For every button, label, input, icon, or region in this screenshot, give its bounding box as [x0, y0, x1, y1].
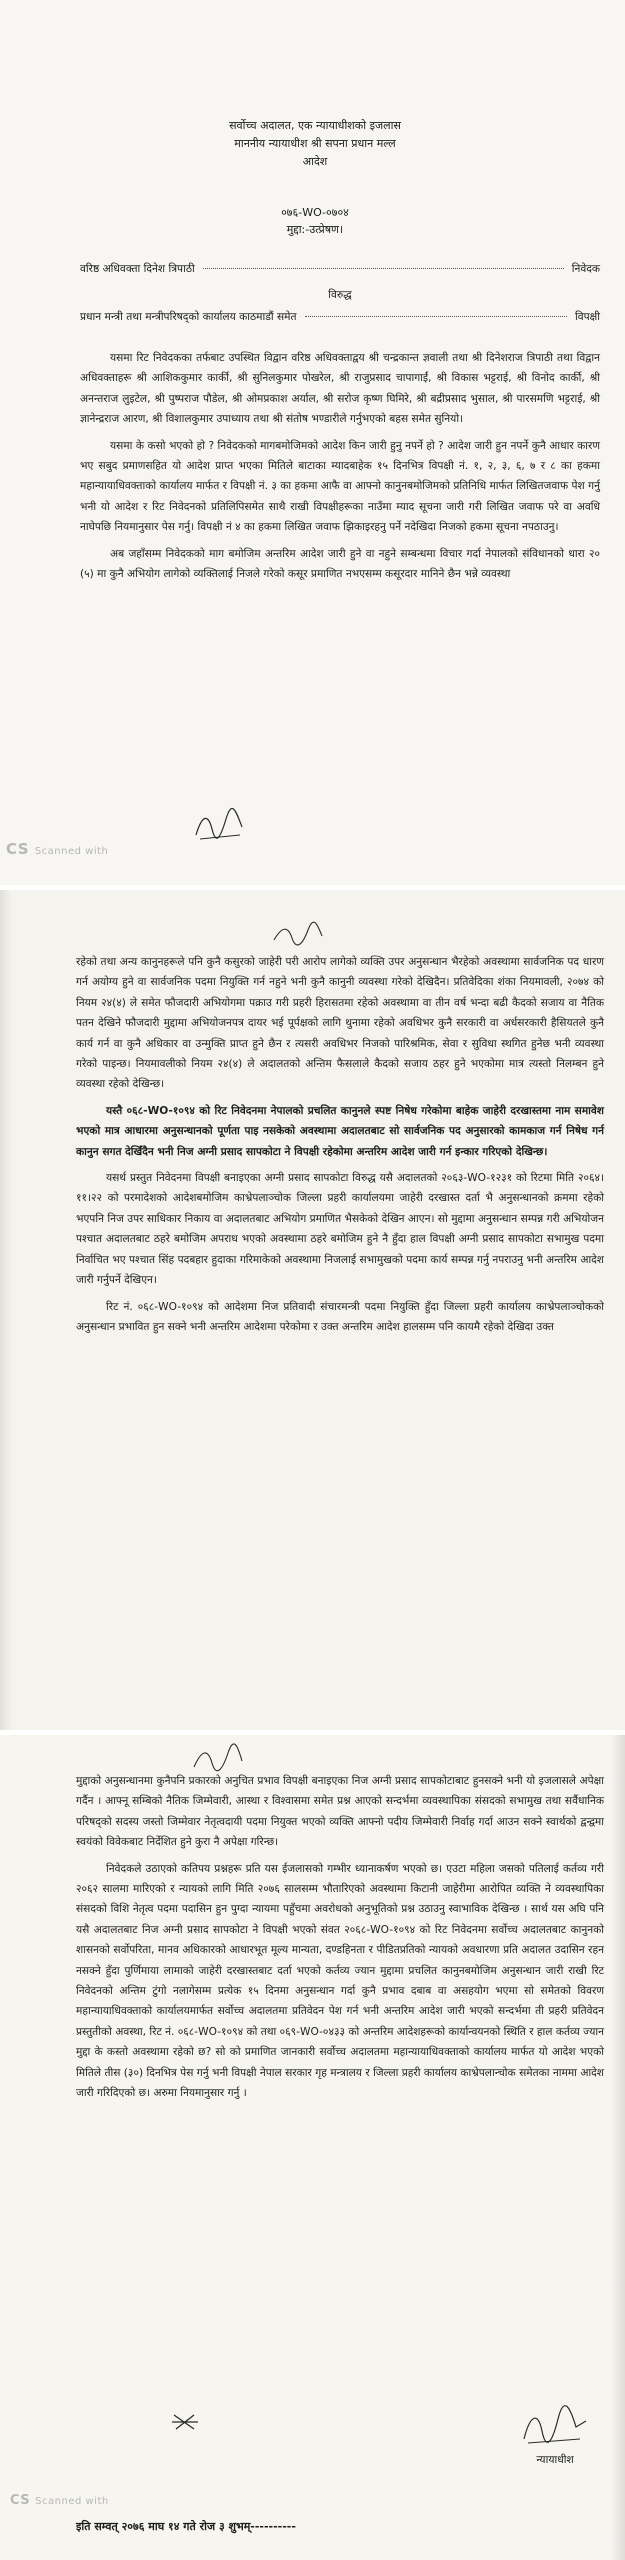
initials-signature [188, 1741, 248, 1775]
document-page-3 [0, 1735, 625, 2560]
paragraph: अब जहाँसम्म निवेदकको माग बमोजिम अन्तरिम आदेश जारी हुने वा नहुने सम्बन्धमा विचार गर्दा नेपालको संविधानको धारा २० (५) मा कुनै अभियोग लागेको व्यक्तिलाई निजले गरेको कसूर प्रमाणित नभएसम्म कसूरदार मानिने छैन भन्ने व्यवस्था [80, 547, 600, 581]
judge-name: माननीय न्यायाधीश श्री सपना प्रधान मल्ल [234, 137, 396, 150]
document-page-1 [0, 0, 625, 885]
judge-signature [520, 2403, 590, 2447]
petitioner-row [80, 262, 600, 276]
respondent-row [80, 310, 600, 324]
order-word: आदेश [302, 155, 328, 168]
paragraph-emphasis: यस्तै ०६८-WO-१०९४ को रिट निवेदनमा नेपालको प्रचलित कानुनले स्पष्ट निषेध गरेकोमा बाहेक जाहेरी दरखास्तमा नाम समावेश भएको मात्र आधारमा अनुसन्धानको पूर्णता पाइ नसकेको अवस्थामा अदालतबाट सो सार्वजनिक पद अनुसारको कामकाज गर्न निषेध गर्न कानुन सगत देखिँदैन भनी निज अग्नी प्रसाद सापकोटा ने विपक्षी रहेकोमा अन्तरिम आदेश जारी गर्न इन्कार गरिएको देखिन्छ। [76, 1104, 604, 1158]
initials-signature [190, 805, 250, 845]
respondent-name: प्रधान मन्त्री तथा मन्त्रीपरिषद्को कार्यालय काठमाडौं समेत [80, 311, 297, 323]
petitioner-role: निवेदक [571, 263, 600, 275]
page-edge-shadow [611, 1735, 625, 2560]
paragraph: यसमा के कसो भएको हो ? निवेदकको मागबमोजिमको आदेश किन जारी हुनु नपर्ने हो ? आदेश जारी हुन नपर्ने कुनै आधार कारण भए सबुद प्रमाणसहित यो आदेश प्राप्त भएका मितिले बाटाका म्यादबाहेक १५ दिनभित्र विपक्षी नं. १, २, ३, ६, ७ र ८ का हकमा महान्यायाधिवक्ताको कार्यालय मार्फत र विपक्षी नं. ३ का हकमा आफै वा आफ्नो कानुनबमोजिमको प्रतिनिधि मार्फत लिखितजवाफ पेश गर्नु भनी यो आदेश र रिट निवेदनको प्रतिलिपिसमेत साथै राखी विपक्षीहरूका नाउँमा म्याद सूचना जारी गरी लिखित जवाफ परे वा अवधि नाघेपछि नियमानुसार पेस गर्नु। विपक्षी नं ४ का हकमा लिखित जवाफ झिकाइरहनु पर्ने नदेखिदा निजको हकमा सूचना नपठाउनु। [80, 439, 600, 534]
page-2-body [76, 952, 604, 1337]
paragraph: रिट नं. ०६८-WO-१०९४ को आदेशमा निज प्रतिवादी संचारमन्त्री पदमा नियुक्ति हुँदा जिल्ला प्रहरी कार्यालय काभ्रेपलाञ्चोकको अनुसन्धान प्रभावित हुन सक्ने भनी अन्तरिम आदेशमा परेकोमा र उक्त अन्तरिम आदेश हालसम्म पनि कायमै रहेको देखिदा उक्त [76, 1300, 604, 1333]
judge-signature-block [500, 2403, 610, 2467]
paragraph: निवेदकले उठाएको कतिपय प्रश्नहरू प्रति यस ईजलासको गम्भीर ध्यानाकर्षण भएको छ। एउटा महिला जसको पतिलाई कर्तव्य गरी २०६२ सालमा मारिएको र न्यायको लागि मिति २०७६ सालसम्म भौतारिएको अवस्थामा किटानी जाहेरीमा आरोपित व्यक्ति ने व्यवस्थापिका संसदको विशि नेतृत्व पदमा पदासिन हुन पुग्दा न्यायमा पहुँचमा अवरोधको अनुभूतिको प्रश्न उठाउनु स्वाभाविक देखिन्छ । सार्थ यस अघि पनि यसै अदालतबाट निज अग्नी प्रसाद सापकोटा ने विपक्षी भएको संवत २०६८-WO-१०९४ को रिट निवेदनमा सर्वोच्च अदालतबाट कानुनको शासनको सर्वोपरिता, मानव अधिकारको आधारभूत मूल्य मान्यता, दण्डहिनता र पीडितप्रतिको न्यायको अवधारणा प्रति अदालत उदासिन रहन नसक्ने हुँदा पुर्णिमाया लामाको जाहेरी दरखास्तबाट दर्ता भएको कर्तव्य ज्यान मुद्दामा प्रचलित कानुनबमोजिम अनुसन्धान जारी राखी रिट निवेदनको अन्तिम टुंगो नलागेसम्म प्रत्येक १५ दिनमा अनुसन्धान गर्दा कुनै प्रभाव दबाब वा असहयोग भएमा सो समेतको विवरण महान्यायाधिवक्ताको कार्यालयमार्फत सर्वोच्च अदालतमा प्रतिवेदन पेश गर्न भनी अन्तरिम आदेश जारी भएको सन्दर्भमा ती प्रहरी प्रतिवेदन प्रस्तुतीको अवस्था, रिट नं. ०६८-WO-१०९४ को तथा ०६९-WO-०४३३ को अन्तरिम आदेशहरूको कार्यान्वयनको स्थिति र हाल कर्तव्य ज्यान मुद्दा के कस्तो अवस्थामा रहेको छ? सो को प्रमाणित जानकारी सर्वोच्च अदालतमा महान्यायाधिवक्ताको कार्यालय मार्फत यो आदेश भएको मितिले तीस (३०) दिनभित्र पेस गर्नु भनी विपक्षी नेपाल सरकार गृह मन्त्रालय र जिल्ला प्रहरी कार्यालय काभ्रेपलान्चोक समेतका नाममा आदेश जारी गरिदिएको छ। अरुमा नियमानुसार गर्नु । [76, 1862, 604, 2100]
case-number: ०७६-WO-०७०४ [281, 206, 349, 219]
paragraph: मुद्दाको अनुसन्धानमा कुनैपनि प्रकारको अनुचित प्रभाव विपक्षी बनाइएका निज अग्नी प्रसाद सापकोटाबाट हुनसक्ने भनी यो इजलासले अपेक्षा गर्दैन । आफ्नू सम्बिको नैतिक जिम्मेवारी, आस्था र विश्वासमा समेत प्रश्न आएको सन्दर्भमा व्यवस्थापिका संसदको सभामुख तथा सर्वैधानिक परिषद्को सदस्य जस्तो जिम्मेवार नेतृत्वदायी पदमा नियुक्त भएको व्यक्ति आफ्नो पदीय जिम्मेवारी निर्वाह गर्दा आउन सक्ने स्वार्थको द्वन्द्वमा स्वयंको विवेकबाट निर्देशित हुने कुरा नै अपेक्षा गरिन्छ। [76, 1775, 604, 1849]
cross-mark [168, 2409, 202, 2435]
respondent-role: विपक्षी [575, 311, 600, 323]
versus-label: विरुद्ध [328, 289, 352, 301]
paragraph: यसमा रिट निवेदकका तर्फबाट उपस्थित विद्वान वरिष्ठ अधिवक्ताद्वय श्री चन्द्रकान्त ज्ञवाली तथा श्री दिनेशराज त्रिपाठी तथा विद्वान अधिवक्ताहरू श्री आशिककुमार कार्की, श्री सुनिलकुमार पोखरेल, श्री राजुप्रसाद चापागाईं, श्री विकास भट्टराई, श्री विनोद कार्की, श्री अनन्तराज लुइटेल, श्री पुष्पराज पौडेल, श्री ओमप्रकाश अर्याल, श्री सरोज कृष्ण घिमिरे, श्री बद्रीप्रसाद भुसाल, श्री पारसमणि भट्टराई, श्री ज्ञानेन्द्रराज आरण, श्री विशालकुमार उपाध्याय तथा श्री संतोष भण्डारीले गर्नुभएको बहस समेत सुनियो। [80, 352, 600, 426]
court-name: सर्वोच्च अदालत, एक न्यायाधीशको इजलास [229, 119, 401, 132]
scanner-watermark: CS Scanned with [6, 840, 109, 858]
paragraph: रहेको तथा अन्य कानुनहरूले पनि कुनै कसुरको जाहेरी परी आरोप लागेको व्यक्ति उपर अनुसन्धान भैरहेको अवस्थामा सार्वजनिक पद धारण गर्न अयोग्य हुने वा सार्वजनिक पदमा नियुक्ति गर्न नहुने भनी कुनै कानुनी व्यवस्था गरेको देखिदैन। प्रतिवेदिका शंका नियमावली, २०७४ को नियम २४(४) ले समेत फौजदारी अभियोगमा पक्राउ गरी प्रहरी हिरासतमा रहेको अवस्थामा वा तीन वर्ष भन्दा बढी कैदको सजाय वा नैतिक पतन देखिने फौजदारी मुद्दामा अभियोजनपत्र दायर भई पूर्पक्षको लागि थुनामा रहेको अवधिभर कुनै सरकारी वा अर्धसरकारी हैसियतले कुनै कार्य गर्न वा कुनै अधिकार वा उन्मुक्ति प्राप्त हुने छैन र त्यसरी अवधिभर निजको पारिश्रमिक, सेवा र सुविधा स्थगित हुनेछ भनी व्यवस्था गरेको पाइन्छ। नियमावलीको नियम २४(४) ले अदालतको अन्तिम फैसलाले कैदको सजाय ठहर हुने भएकोमा मात्र त्यस्तो निलम्बन हुने व्यवस्था रहेको देखिन्छ। [76, 956, 604, 1091]
scanner-watermark: CS Scanned with [10, 2493, 109, 2508]
petitioner-name: वरिष्ठ अधिवक्ता दिनेश त्रिपाठी [80, 263, 195, 275]
date-line: इति सम्वत् २०७६ माघ १४ गते रोज ३ शुभम्---------- [76, 2520, 296, 2533]
dotted-leader [203, 268, 564, 269]
initials-signature [268, 920, 328, 950]
dotted-leader [305, 316, 567, 317]
page-1-content [0, 0, 625, 885]
court-heading [150, 118, 480, 169]
paragraph: यसर्थ प्रस्तुत निवेदनमा विपक्षी बनाइएका अग्नी प्रसाद सापकोटा विरुद्ध यसै अदालतको २०६३-WO-१२३१ को रिटमा मिति २०६४।११।२२ को परमादेशको आदेशबमोजिम काभ्रेपलाञ्चोक जिल्ला प्रहरी कार्यालयमा जाहेरी दरखास्त दर्ता भै अनुसन्धानको क्रममा रहेको भएपनि निज उपर साधिकार निकाय वा अदालतबाट अभियोग प्रमाणित भैसकेको देखिन आएन। सो मुद्दामा अनुसन्धान सम्पन्न गरी अभियोजन पश्चात अदालतबाट ठहरे बमोजिम अपराध भएको अवस्थामा ठहरे बमोजिम हुने नै हुँदा हाल विपक्षी अग्नी प्रसाद सापकोटा सभामुख पदमा निर्वाचित भए पश्चात सिंह पदबहार हुदाका गरिमाकेको अवस्थामा निजलाई सभामुखको पदमा कार्य सम्पन्न गर्नु नपराउनु भनी अन्तरिम आदेश जारी गर्नुपर्ने देखिएन। [76, 1172, 604, 1287]
case-type: मुद्दा:-उत्प्रेषण। [286, 223, 344, 236]
document-page-2 [0, 890, 625, 1730]
page-edge-shadow [0, 890, 12, 1730]
parties [80, 262, 600, 324]
page-3-body [76, 1771, 604, 2104]
page-1-body [80, 348, 600, 584]
judge-title: न्यायाधीश [536, 2454, 574, 2466]
case-heading [150, 205, 480, 237]
